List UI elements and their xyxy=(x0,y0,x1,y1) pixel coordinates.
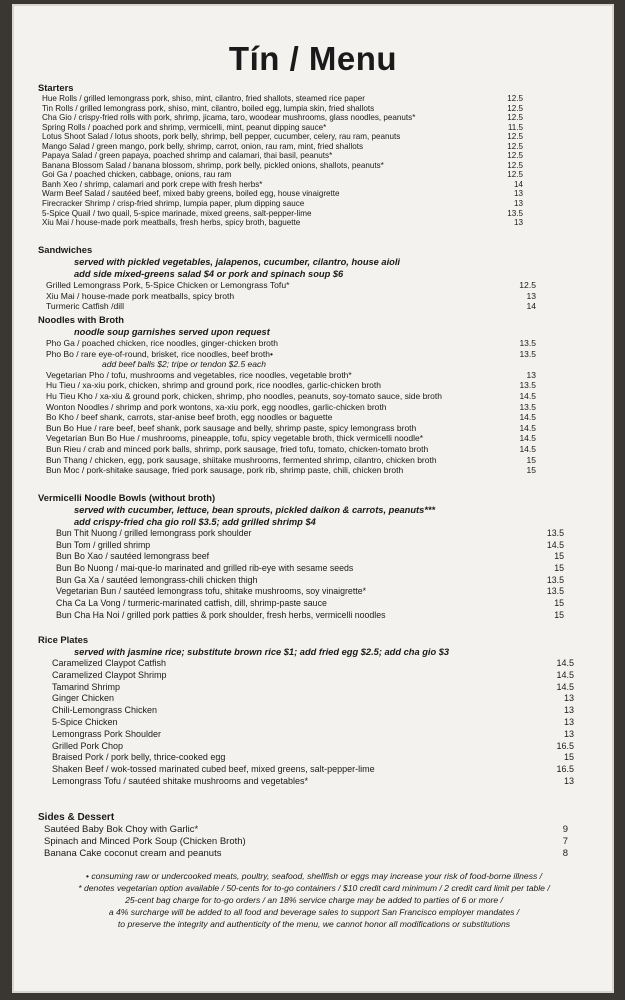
menu-item-description: Braised Pork / pork belly, thrice-cooked egg xyxy=(52,752,226,763)
rice-title: Rice Plates xyxy=(38,634,89,645)
menu-item-description: Grilled Pork Chop xyxy=(52,740,124,751)
footer-line: * denotes vegetarian option available / 50-cents for to-go containers / $10 credit card minimum / 2 credit card limit per table / xyxy=(78,883,550,894)
menu-item-price: 12.5 xyxy=(507,170,523,180)
footer-line: to preserve the integrity and authenticity of the menu, we cannot honor all modifications or substitutions xyxy=(117,919,511,930)
menu-item-description: Tamarind Shrimp xyxy=(52,681,121,692)
menu-item-price: 14.5 xyxy=(546,539,564,550)
starters-section xyxy=(38,82,598,228)
menu-item-price: 13 xyxy=(513,218,523,228)
menu-item xyxy=(38,301,598,312)
menu-item-description: Vegetarian Pho / tofu, mushrooms and vegetables, rice noodles, vegetable broth* xyxy=(46,369,352,380)
footer-line: • consuming raw or undercooked meats, poultry, seafood, shellfish or eggs may increase your risk of food-borne illness / xyxy=(85,871,543,881)
menu-item-description: Bun Cha Ha Noi / grilled pork patties & pork shoulder, fresh herbs, vermicelli noodles xyxy=(56,609,386,620)
menu-item-price: 16.5 xyxy=(556,740,574,751)
menu-item-price: 12.5 xyxy=(507,160,523,170)
menu-item xyxy=(38,729,598,741)
menu-item-description: Bun Ga Xa / sautéed lemongrass-chili chicken thigh xyxy=(56,574,258,585)
menu-item-price: 15 xyxy=(526,454,536,465)
noodles-list xyxy=(38,338,598,476)
menu-item xyxy=(38,280,598,291)
menu-item xyxy=(38,693,598,705)
menu-item-price: 13 xyxy=(563,716,574,727)
menu-item xyxy=(38,717,598,729)
sandwiches-list xyxy=(38,280,598,312)
menu-item xyxy=(38,349,598,360)
menu-item-price: 13.5 xyxy=(519,338,536,348)
menu-item-price: 13.5 xyxy=(519,348,536,359)
menu-item-description: Warm Beef Salad / sautéed beef, mixed baby greens, boiled egg, house vinaigrette xyxy=(42,189,340,199)
menu-item-description: Shaken Beef / wok-tossed marinated cubed beef, mixed greens, salt-pepper-lime xyxy=(52,764,375,775)
menu-item xyxy=(38,338,598,349)
menu-item xyxy=(38,598,598,610)
menu-item-price: 12.5 xyxy=(519,280,536,290)
menu-item-price: 13 xyxy=(563,775,574,786)
menu-item xyxy=(38,836,598,848)
menu-item-price: 12.5 xyxy=(507,151,523,161)
menu-item-description: Bun Thit Nuong / grilled lemongrass pork shoulder xyxy=(56,528,252,538)
menu-item-description: Banh Xeo / shrimp, calamari and pork crepe with fresh herbs* xyxy=(42,179,263,189)
menu-item-price: 7 xyxy=(562,836,568,848)
menu-item-price: 13 xyxy=(563,705,574,716)
menu-item-description: add beef balls $2; tripe or tendon $2.5 each xyxy=(102,359,266,370)
menu-item xyxy=(38,161,598,171)
menu-item-description: Firecracker Shrimp / crisp-fried shrimp, lumpia paper, plum dipping sauce xyxy=(42,199,305,209)
menu-item xyxy=(38,94,598,104)
menu-item-price: 14 xyxy=(513,179,523,189)
menu-item xyxy=(38,540,598,552)
menu-item-price: 12.5 xyxy=(507,113,523,123)
menu-item-price: 14.5 xyxy=(519,412,536,423)
menu-item xyxy=(38,575,598,587)
menu-item xyxy=(38,658,598,670)
menu-item-price: 12.5 xyxy=(507,141,523,151)
vermicelli-title: Vermicelli Noodle Bowls (without broth) xyxy=(38,492,216,503)
menu-item-price: 13 xyxy=(563,693,574,704)
menu-item xyxy=(38,682,598,694)
menu-item xyxy=(38,359,598,370)
footer-line: 25-cent bag charge for to-go orders / an 18% service charge may be added to parties of 6 or more / xyxy=(125,895,503,906)
menu-item xyxy=(38,291,598,302)
footer-disclaimer xyxy=(34,870,594,930)
menu-item-price: 13.5 xyxy=(546,586,564,597)
menu-item-price: 13.5 xyxy=(546,574,564,585)
menu-item-description: Pho Ga / poached chicken, rice noodles, ginger-chicken broth xyxy=(46,338,278,348)
footer-line: a 4% surcharge will be added to all food and beverage sales to support San Francisco employer mandates / xyxy=(108,907,520,918)
sandwiches-note: served with pickled vegetables, jalapenos, cucumber, cilantro, house aioli xyxy=(74,257,401,267)
noodles-section xyxy=(38,314,598,476)
menu-item-price: 12.5 xyxy=(507,94,523,103)
menu-item-description: Cha Ca La Vong / turmeric-marinated catfish, dill, shrimp-paste sauce xyxy=(56,598,327,609)
menu-item-description: Bun Tom / grilled shrimp xyxy=(56,539,151,550)
menu-item xyxy=(38,586,598,598)
menu-item-description: Pho Bo / rare eye-of-round, brisket, rice noodles, beef broth• xyxy=(46,348,273,359)
menu-item xyxy=(38,465,598,476)
menu-item xyxy=(38,180,598,190)
menu-item xyxy=(38,455,598,466)
menu-item-description: Vegetarian Bun Bo Hue / mushrooms, pineapple, tofu, spicy vegetable broth, thick vermicelli noodle* xyxy=(46,433,424,444)
menu-title: Tín / Menu xyxy=(228,40,398,77)
rice-note: served with jasmine rice; substitute brown rice $1; add fried egg $2.5; add cha gio $3 xyxy=(74,647,450,657)
starters-title: Starters xyxy=(38,82,74,93)
menu-item-description: Mango Salad / green mango, pork belly, shrimp, carrot, onion, rau ram, mint, fried shallots xyxy=(42,141,364,151)
menu-item-description: Goi Ga / poached chicken, cabbage, onions, rau ram xyxy=(42,170,232,180)
noodles-note: noodle soup garnishes served upon request xyxy=(74,327,270,337)
sides-section xyxy=(38,812,598,861)
menu-item xyxy=(38,170,598,180)
menu-item-price: 15 xyxy=(554,563,564,574)
menu-item-description: Caramelized Claypot Shrimp xyxy=(52,669,167,680)
menu-item xyxy=(38,199,598,209)
menu-item-description: Chili-Lemongrass Chicken xyxy=(52,705,158,716)
menu-item xyxy=(38,610,598,622)
menu-item-price: 16.5 xyxy=(556,764,574,775)
menu-item-description: Sautéed Baby Bok Choy with Garlic* xyxy=(44,824,199,835)
menu-item-description: Xiu Mai / house-made pork meatballs, fresh herbs, spicy broth, baguette xyxy=(42,218,301,228)
menu-item xyxy=(38,848,598,860)
menu-page xyxy=(14,6,612,991)
menu-item-description: Bun Moc / pork-shitake sausage, fried pork sausage, pork rib, shrimp paste, chili, chicken broth xyxy=(46,465,404,476)
menu-item-price: 9 xyxy=(562,824,568,835)
menu-item-description: 5-Spice Quail / two quail, 5-spice marinade, mixed greens, salt-pepper-lime xyxy=(42,208,312,218)
menu-item-description: Hu Tieu Kho / xa-xiu & ground pork, chicken, shrimp, pho noodles, peanuts, soy-tomato sauce, side broth xyxy=(46,390,442,401)
sandwiches-note: add side mixed-greens salad $4 or pork and spinach soup $6 xyxy=(74,269,344,279)
rice-section xyxy=(38,634,598,788)
menu-item-price: 11.5 xyxy=(507,122,523,132)
menu-item xyxy=(38,123,598,133)
menu-item xyxy=(38,412,598,423)
menu-item xyxy=(38,132,598,142)
menu-item xyxy=(38,113,598,123)
menu-item-price: 15 xyxy=(526,465,536,476)
menu-item xyxy=(38,764,598,776)
sides-list xyxy=(38,824,598,861)
menu-item-price: 13 xyxy=(526,290,536,301)
menu-item-price: 13 xyxy=(513,189,523,199)
menu-item-description: 5-Spice Chicken xyxy=(52,716,118,727)
menu-item-description: Xiu Mai / house-made pork meatballs, spicy broth xyxy=(46,290,235,301)
menu-item-price: 15 xyxy=(563,752,574,763)
menu-item-description: Papaya Salad / green papaya, poached shrimp and calamari, thai basil, peanuts* xyxy=(42,151,333,161)
menu-item xyxy=(38,528,598,540)
menu-item xyxy=(38,551,598,563)
menu-item-description: Hue Rolls / grilled lemongrass pork, shiso, mint, cilantro, fried shallots, steamed rice paper xyxy=(42,94,365,103)
menu-item xyxy=(38,423,598,434)
vermicelli-note: add crispy-fried cha gio roll $3.5; add grilled shrimp $4 xyxy=(74,517,316,527)
menu-item-price: 14.5 xyxy=(519,422,536,433)
starters-list xyxy=(38,94,598,228)
menu-item xyxy=(38,402,598,413)
menu-item-price: 14.5 xyxy=(519,390,536,401)
menu-item xyxy=(38,824,598,836)
menu-item xyxy=(38,189,598,199)
menu-item-description: Hu Tieu / xa-xiu pork, chicken, shrimp and ground pork, rice noodles, garlic-chicken broth xyxy=(46,380,381,391)
menu-item-description: Banana Cake coconut cream and peanuts xyxy=(44,848,222,860)
noodles-title: Noodles with Broth xyxy=(38,314,124,325)
vermicelli-note: served with cucumber, lettuce, bean sprouts, pickled daikon & carrots, peanuts*** xyxy=(74,505,436,515)
menu-item-description: Lemongrass Pork Shoulder xyxy=(52,728,162,739)
menu-item-description: Cha Gio / crispy-fried rolls with pork, shrimp, jicama, taro, woodear mushrooms, glass noodles, peanuts* xyxy=(42,113,416,123)
menu-item-price: 15 xyxy=(554,598,564,609)
menu-item-price: 15 xyxy=(554,609,564,620)
menu-item xyxy=(38,776,598,788)
menu-item-price: 13 xyxy=(563,728,574,739)
menu-item-description: Bun Rieu / crab and minced pork balls, shrimp, pork sausage, fried tofu, tomato, chicken-tomato broth xyxy=(46,443,429,454)
vermicelli-section xyxy=(38,492,598,622)
rice-list xyxy=(38,658,598,788)
menu-item-price: 14.5 xyxy=(556,658,574,668)
menu-item-description: Spring Rolls / poached pork and shrimp, vermicelli, mint, peanut dipping sauce* xyxy=(42,122,327,132)
menu-item xyxy=(38,104,598,114)
menu-item xyxy=(38,563,598,575)
menu-item xyxy=(38,370,598,381)
menu-item-description: Tin Rolls / grilled lemongrass pork, shiso, mint, cilantro, boiled egg, lumpia skin, fried shallots xyxy=(42,103,375,113)
menu-item xyxy=(38,142,598,152)
sides-title: Sides & Dessert xyxy=(38,812,115,823)
menu-item-description: Vegetarian Bun / sautéed lemongrass tofu, shitake mushrooms, soy vinaigrette* xyxy=(56,586,367,597)
menu-item-description: Bo Kho / beef shank, carrots, star-anise beef broth, egg noodles or baguette xyxy=(46,412,333,423)
menu-item-description: Bun Bo Xao / sautéed lemongrass beef xyxy=(56,551,210,562)
menu-item-description: Caramelized Claypot Catfish xyxy=(52,658,167,668)
menu-item-price: 13.5 xyxy=(519,380,536,391)
menu-item-description: Lemongrass Tofu / sautéed shitake mushrooms and vegetables* xyxy=(52,775,308,786)
menu-item xyxy=(38,752,598,764)
menu-item xyxy=(38,741,598,753)
menu-item-price: 13 xyxy=(513,199,523,209)
menu-item xyxy=(38,218,598,228)
menu-item-description: Turmeric Catfish /dill xyxy=(46,301,124,311)
menu-item-price: 15 xyxy=(554,551,564,562)
menu-item xyxy=(38,380,598,391)
menu-item-description: Banana Blossom Salad / banana blossom, shrimp, pork belly, pickled onions, shallots, peanuts* xyxy=(42,160,384,170)
menu-item-description: Ginger Chicken xyxy=(52,693,115,704)
menu-item-price: 12.5 xyxy=(507,132,523,142)
menu-item-price: 14.5 xyxy=(556,681,574,692)
menu-item xyxy=(38,670,598,682)
menu-item-price: 14.5 xyxy=(519,433,536,444)
sandwiches-title: Sandwiches xyxy=(38,244,93,255)
menu-item-description: Lotus Shoot Salad / lotus shoots, pork belly, shrimp, bell pepper, cucumber, celery, rau ram, peanuts xyxy=(42,132,401,142)
menu-item-description: Bun Bo Hue / rare beef, beef shank, pork sausage and belly, shrimp paste, spicy lemongrass broth xyxy=(46,422,417,433)
vermicelli-list xyxy=(38,528,598,622)
menu-item-price: 13.5 xyxy=(507,208,523,218)
menu-item xyxy=(38,444,598,455)
menu-item xyxy=(38,391,598,402)
sandwiches-section xyxy=(38,244,598,312)
menu-item-price: 14 xyxy=(526,301,536,311)
menu-item-description: Bun Thang / chicken, egg, pork sausage, shiitake mushrooms, fermented shrimp, cilantro, chicken broth xyxy=(46,454,437,465)
menu-item xyxy=(38,705,598,717)
menu-item-price: 12.5 xyxy=(507,103,523,113)
menu-item-description: Spinach and Minced Pork Soup (Chicken Broth) xyxy=(44,836,246,848)
menu-item xyxy=(38,209,598,219)
menu-item-description: Wonton Noodles / shrimp and pork wontons, xa-xiu pork, egg noodles, garlic-chicken broth xyxy=(46,401,387,412)
menu-item xyxy=(38,151,598,161)
menu-item-price: 13.5 xyxy=(519,401,536,412)
menu-item-price: 8 xyxy=(562,848,568,860)
menu-item-price: 13 xyxy=(526,369,536,380)
menu-item-description: Bun Bo Nuong / mai-que-lo marinated and grilled rib-eye with sesame seeds xyxy=(56,563,354,574)
menu-item-price: 13.5 xyxy=(546,528,564,538)
menu-item-price: 14.5 xyxy=(556,669,574,680)
menu-item xyxy=(38,433,598,444)
menu-item-description: Grilled Lemongrass Pork, 5-Spice Chicken or Lemongrass Tofu* xyxy=(46,280,290,290)
menu-item-price: 14.5 xyxy=(519,443,536,454)
